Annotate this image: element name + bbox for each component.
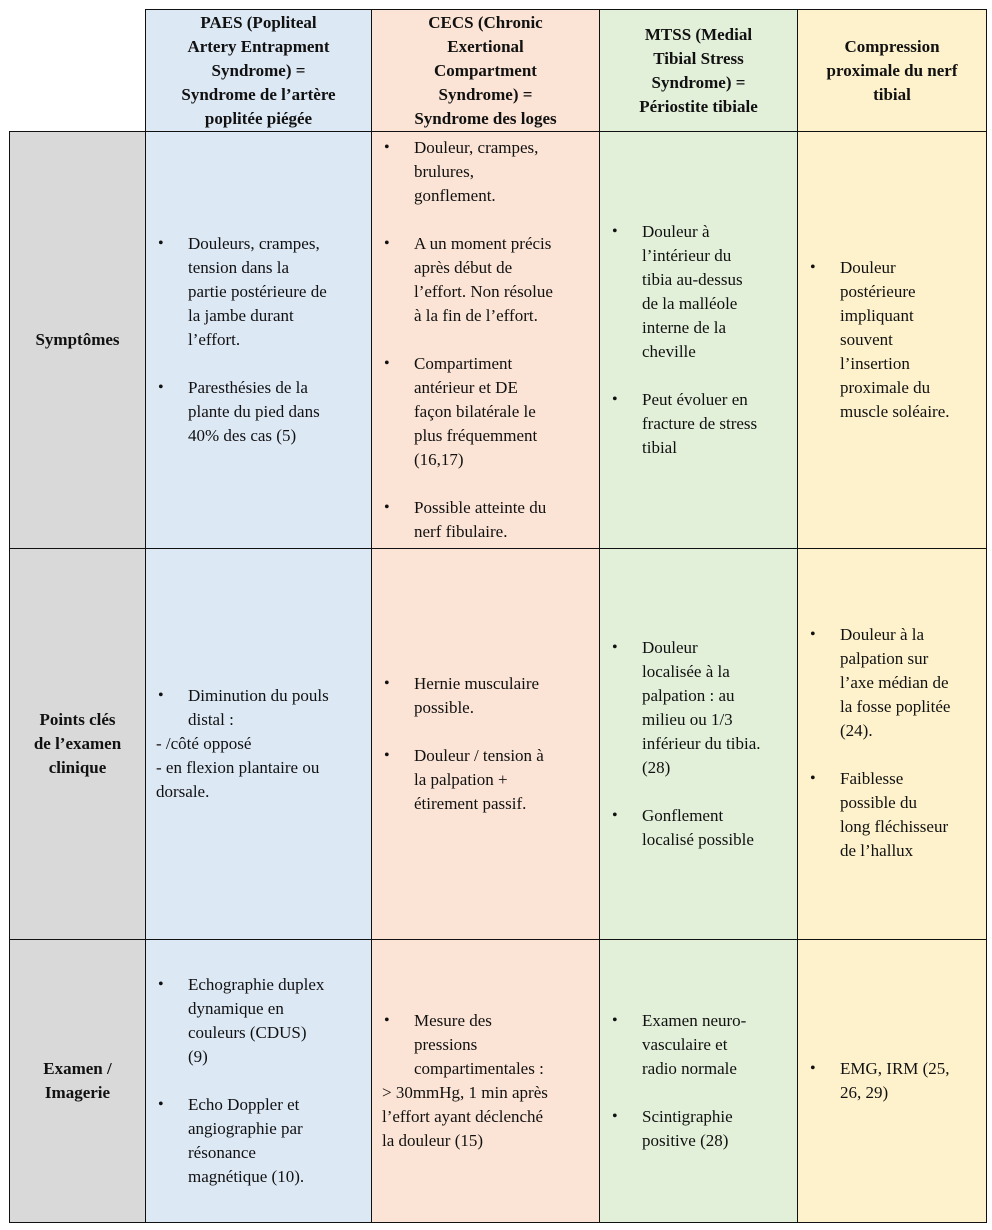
row-label-line: Symptômes bbox=[35, 330, 120, 349]
text-line: magnétique (10). bbox=[188, 1167, 305, 1186]
list-item bbox=[382, 672, 591, 720]
text-line: • Faiblesse bbox=[840, 769, 904, 788]
text-line: la jambe durant bbox=[188, 306, 294, 325]
dash-line: - en flexion plantaire ou bbox=[156, 758, 320, 777]
list-item bbox=[382, 1009, 591, 1081]
text-line: plus fréquemment bbox=[414, 426, 538, 445]
cell-imagerie-mtss bbox=[599, 939, 798, 1223]
header-line: Syndrome) = bbox=[438, 84, 533, 104]
list-item bbox=[156, 684, 363, 732]
cell-symptomes-mtss bbox=[599, 131, 798, 549]
text-line: couleurs (CDUS) bbox=[188, 1023, 307, 1042]
row-label-line: Imagerie bbox=[44, 1083, 111, 1102]
header-line: tibial bbox=[873, 84, 911, 104]
text-line: partie postérieure de bbox=[188, 282, 327, 301]
text-line: l’insertion bbox=[840, 354, 910, 373]
header-line: Syndrome des loges bbox=[414, 108, 557, 128]
header-line: Syndrome) = bbox=[651, 72, 746, 92]
text-line: la palpation + bbox=[414, 770, 508, 789]
header-line: Compression bbox=[844, 36, 940, 56]
row-label-line: Points clés bbox=[39, 710, 116, 729]
row-label-imagerie bbox=[9, 939, 146, 1223]
list-item bbox=[610, 804, 789, 852]
text-line: long fléchisseur bbox=[840, 817, 949, 836]
text-line: proximale du bbox=[840, 378, 931, 397]
text-line: après début de bbox=[414, 258, 513, 277]
text-line: milieu ou 1/3 bbox=[642, 710, 733, 729]
text-line: (28) bbox=[642, 758, 671, 777]
header-line: CECS (Chronic bbox=[428, 12, 543, 32]
text-line: façon bilatérale le bbox=[414, 402, 536, 421]
text-line: résonance bbox=[188, 1143, 256, 1162]
text-line: (9) bbox=[188, 1047, 208, 1066]
text-line: tibial bbox=[642, 438, 677, 457]
list-item bbox=[382, 136, 591, 208]
header-compression bbox=[797, 9, 987, 132]
list-item bbox=[382, 744, 591, 816]
cell-imagerie-cecs bbox=[371, 939, 600, 1223]
cell-examen-compression bbox=[797, 548, 987, 940]
text-line: brulures, bbox=[414, 162, 474, 181]
list-item bbox=[610, 1105, 789, 1153]
text-line: cheville bbox=[642, 342, 696, 361]
text-line: • A un moment précis bbox=[414, 234, 552, 253]
text-line: localisée à la bbox=[642, 662, 730, 681]
text-line: souvent bbox=[840, 330, 893, 349]
list-item bbox=[156, 973, 363, 1069]
text-line: impliquant bbox=[840, 306, 914, 325]
text-line: fracture de stress bbox=[642, 414, 758, 433]
header-line: PAES (Popliteal bbox=[200, 12, 317, 32]
header-line: Syndrome) = bbox=[211, 60, 306, 80]
text-line: 26, 29) bbox=[840, 1083, 889, 1102]
text-line: radio normale bbox=[642, 1059, 737, 1078]
text-line: possible. bbox=[414, 698, 474, 717]
list-item bbox=[156, 376, 363, 448]
text-line: (16,17) bbox=[414, 450, 464, 469]
text-line: 40% des cas (5) bbox=[188, 426, 297, 445]
cell-symptomes-compression bbox=[797, 131, 987, 549]
text-line: • Echographie duplex bbox=[188, 975, 325, 994]
text-line: • Diminution du pouls bbox=[188, 686, 329, 705]
text-line: interne de la bbox=[642, 318, 727, 337]
text-line: • Douleur à bbox=[642, 222, 710, 241]
cell-imagerie-compression bbox=[797, 939, 987, 1223]
text-line: localisé possible bbox=[642, 830, 754, 849]
row-label-symptomes bbox=[9, 131, 146, 549]
header-line: Artery Entrapment bbox=[187, 36, 330, 56]
text-line: • Compartiment bbox=[414, 354, 513, 373]
text-line: étirement passif. bbox=[414, 794, 527, 813]
text-line: • Scintigraphie bbox=[642, 1107, 733, 1126]
text-line: • Douleur à la bbox=[840, 625, 925, 644]
row-label-points-cles bbox=[9, 548, 146, 940]
dash-line: la douleur (15) bbox=[382, 1131, 484, 1150]
header-cecs bbox=[371, 9, 600, 132]
text-line: l’effort. Non résolue bbox=[414, 282, 553, 301]
header-line: Tibial Stress bbox=[653, 48, 744, 68]
dash-line: l’effort ayant déclenché bbox=[382, 1107, 544, 1126]
text-line: possible du bbox=[840, 793, 917, 812]
header-line: proximale du nerf bbox=[826, 60, 958, 80]
text-line: à la fin de l’effort. bbox=[414, 306, 538, 325]
text-line: nerf fibulaire. bbox=[414, 522, 508, 541]
header-line: Syndrome de l’artère bbox=[181, 84, 336, 104]
list-item bbox=[808, 256, 978, 424]
text-line: angiographie par bbox=[188, 1119, 303, 1138]
list-item bbox=[156, 232, 363, 352]
header-paes bbox=[145, 9, 372, 132]
text-line: • Douleur / tension à bbox=[414, 746, 544, 765]
text-line: la fosse poplitée bbox=[840, 697, 951, 716]
header-line: MTSS (Medial bbox=[644, 24, 753, 44]
cell-examen-mtss bbox=[599, 548, 798, 940]
text-line: • Douleur bbox=[642, 638, 698, 657]
text-line: • Gonflement bbox=[642, 806, 724, 825]
list-item bbox=[610, 388, 789, 460]
cell-examen-paes bbox=[145, 548, 372, 940]
text-line: de la malléole bbox=[642, 294, 738, 313]
dash-line: dorsale. bbox=[156, 782, 210, 801]
text-line: l’axe médian de bbox=[840, 673, 949, 692]
row-label-line: clinique bbox=[48, 758, 107, 777]
text-line: de l’hallux bbox=[840, 841, 914, 860]
cell-symptomes-paes bbox=[145, 131, 372, 549]
list-item bbox=[610, 636, 789, 780]
text-line: • Mesure des bbox=[414, 1011, 492, 1030]
header-line: Exertional bbox=[447, 36, 524, 56]
list-item bbox=[382, 496, 591, 544]
list-item bbox=[808, 623, 978, 743]
list-item bbox=[610, 1009, 789, 1081]
text-line: pressions bbox=[414, 1035, 478, 1054]
header-line: poplitée piégée bbox=[204, 108, 313, 128]
cell-symptomes-cecs bbox=[371, 131, 600, 549]
text-line: plante du pied dans bbox=[188, 402, 320, 421]
text-line: • Douleur bbox=[840, 258, 896, 277]
text-line: muscle soléaire. bbox=[840, 402, 950, 421]
text-line: • Douleurs, crampes, bbox=[188, 234, 320, 253]
header-mtss bbox=[599, 9, 798, 132]
text-line: • Paresthésies de la bbox=[188, 378, 308, 397]
text-line: gonflement. bbox=[414, 186, 496, 205]
text-line: inférieur du tibia. bbox=[642, 734, 761, 753]
row-label-line: Examen / bbox=[43, 1059, 112, 1078]
text-line: l’effort. bbox=[188, 330, 241, 349]
text-line: • Possible atteinte du bbox=[414, 498, 547, 517]
text-line: compartimentales : bbox=[414, 1059, 544, 1078]
text-line: • Douleur, crampes, bbox=[414, 138, 539, 157]
text-line: • Examen neuro- bbox=[642, 1011, 747, 1030]
dash-line: - /côté opposé bbox=[156, 734, 252, 753]
text-line: • EMG, IRM (25, bbox=[840, 1059, 950, 1078]
cell-imagerie-paes bbox=[145, 939, 372, 1223]
text-line: tension dans la bbox=[188, 258, 290, 277]
text-line: distal : bbox=[188, 710, 234, 729]
text-line: palpation : au bbox=[642, 686, 735, 705]
text-line: • Echo Doppler et bbox=[188, 1095, 300, 1114]
text-line: antérieur et DE bbox=[414, 378, 518, 397]
text-line: postérieure bbox=[840, 282, 916, 301]
text-line: • Hernie musculaire bbox=[414, 674, 540, 693]
text-line: palpation sur bbox=[840, 649, 929, 668]
dash-line: > 30mmHg, 1 min après bbox=[382, 1083, 548, 1102]
text-line: positive (28) bbox=[642, 1131, 729, 1150]
text-line: l’intérieur du bbox=[642, 246, 732, 265]
row-label-line: de l’examen bbox=[33, 734, 122, 753]
header-line: Compartment bbox=[434, 60, 537, 80]
text-line: • Peut évoluer en bbox=[642, 390, 748, 409]
text-line: dynamique en bbox=[188, 999, 284, 1018]
header-line: Périostite tibiale bbox=[639, 96, 758, 116]
list-item bbox=[808, 767, 978, 863]
list-item bbox=[610, 220, 789, 364]
list-item bbox=[382, 232, 591, 328]
cell-examen-cecs bbox=[371, 548, 600, 940]
text-line: tibia au-dessus bbox=[642, 270, 743, 289]
list-item bbox=[156, 1093, 363, 1189]
text-line: vasculaire et bbox=[642, 1035, 728, 1054]
text-line: (24). bbox=[840, 721, 873, 740]
list-item bbox=[382, 352, 591, 472]
list-item bbox=[808, 1057, 978, 1105]
